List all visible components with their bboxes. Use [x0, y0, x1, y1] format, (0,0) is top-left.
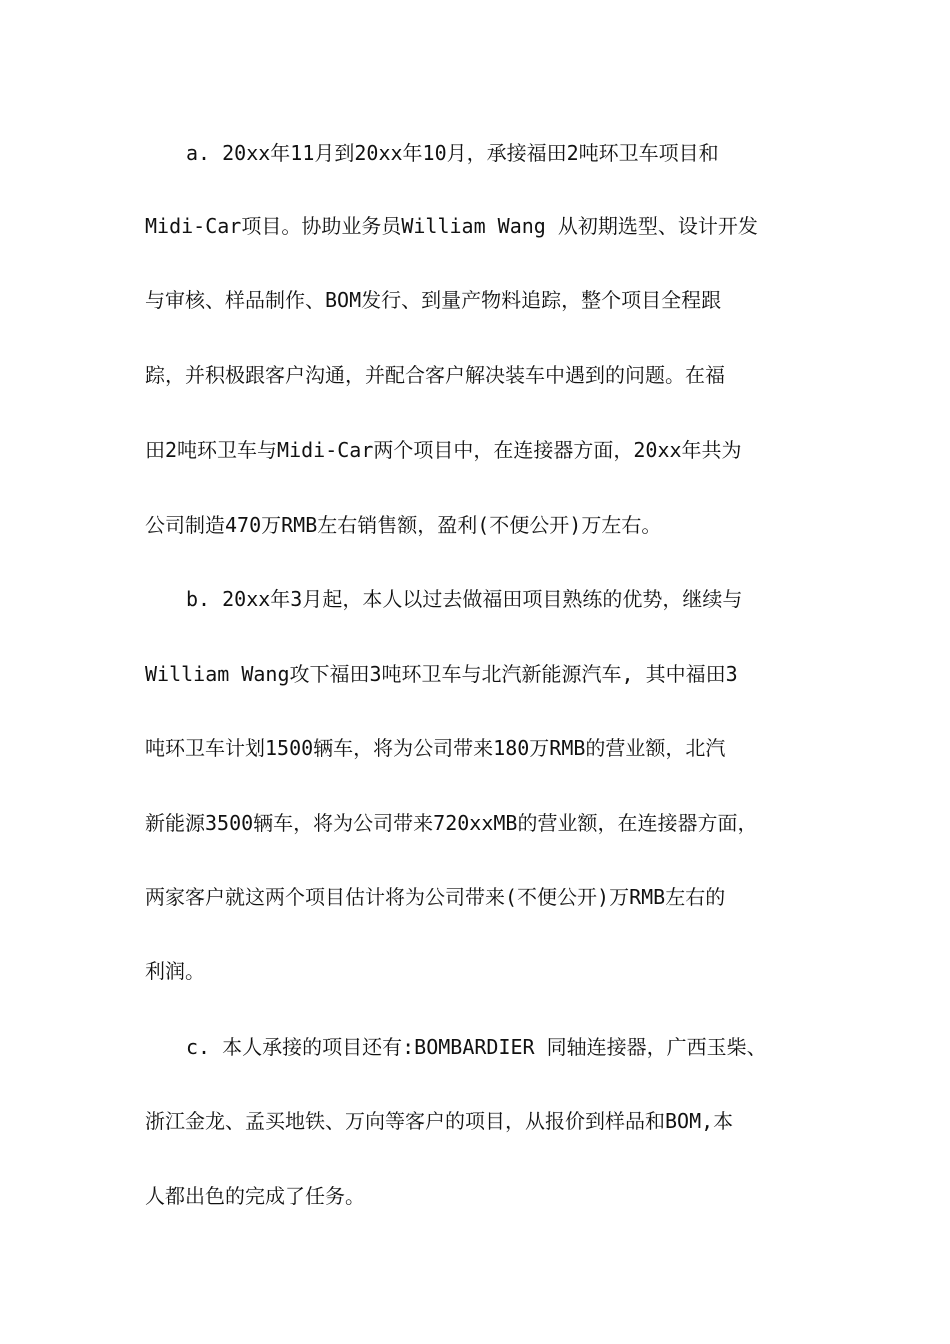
paragraph-a-line-3: 与审核、样品制作、BOM发行、到量产物料追踪，整个项目全程跟: [145, 288, 722, 312]
paragraph-c-line-3: 人都出色的完成了任务。: [145, 1184, 365, 1208]
paragraph-a-line-5: 田2吨环卫车与Midi-Car两个项目中，在连接器方面，20xx年共为: [145, 438, 742, 462]
paragraph-a-line-1: a. 20xx年11月到20xx年10月，承接福田2吨环卫车项目和: [186, 141, 719, 165]
paragraph-c-line-1: c. 本人承接的项目还有:BOMBARDIER 同轴连接器，广西玉柴、: [186, 1035, 767, 1059]
paragraph-b-line-6: 利润。: [145, 959, 205, 983]
paragraph-b-line-5: 两家客户就这两个项目估计将为公司带来(不便公开)万RMB左右的: [145, 885, 726, 909]
paragraph-b-line-3: 吨环卫车计划1500辆车，将为公司带来180万RMB的营业额，北汽: [145, 736, 726, 760]
paragraph-a-line-4: 踪，并积极跟客户沟通，并配合客户解决装车中遇到的问题。在福: [145, 363, 725, 387]
paragraph-a-line-6: 公司制造470万RMB左右销售额，盈利(不便公开)万左右。: [145, 513, 662, 537]
paragraph-b-line-4: 新能源3500辆车，将为公司带来720xxMB的营业额，在连接器方面，: [145, 811, 758, 835]
paragraph-a-line-2: Midi-Car项目。协助业务员William Wang 从初期选型、设计开发: [145, 214, 758, 238]
paragraph-b-line-2: William Wang攻下福田3吨环卫车与北汽新能源汽车, 其中福田3: [145, 662, 738, 686]
paragraph-c-line-2: 浙江金龙、孟买地铁、万向等客户的项目，从报价到样品和BOM,本: [145, 1109, 734, 1133]
paragraph-b-line-1: b. 20xx年3月起，本人以过去做福田项目熟练的优势，继续与: [186, 587, 743, 611]
